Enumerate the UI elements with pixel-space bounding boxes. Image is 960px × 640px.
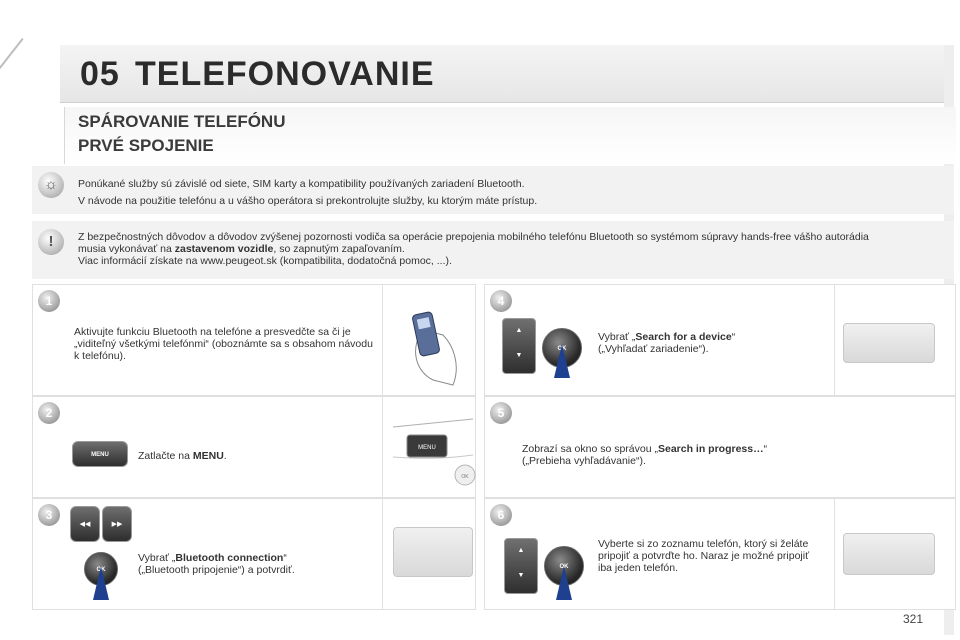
step-5-text-part: Zobrazí sa okno so správou „ bbox=[522, 443, 658, 455]
forward-button[interactable]: ▶▶ bbox=[102, 506, 132, 542]
warning-text-link-line: Viac informácií získate na www.peugeot.sk (kompatibilita, dodatočná pomoc, ...). bbox=[78, 255, 452, 267]
up-icon: ▲ bbox=[517, 547, 525, 554]
ok-knob[interactable]: OK bbox=[542, 328, 582, 368]
rewind-button[interactable]: ◀◀ bbox=[70, 506, 100, 542]
step-3-text-part: “ bbox=[283, 552, 287, 564]
section-subtitle: PRVÉ SPOJENIE bbox=[78, 136, 214, 155]
chapter-title: TELEFONOVANIE bbox=[135, 55, 435, 93]
warning-text bbox=[78, 231, 878, 267]
radio-panel-icon bbox=[843, 533, 935, 575]
step-5-text bbox=[522, 443, 832, 467]
down-icon: ▼ bbox=[517, 572, 525, 579]
step-5-text-bold: Search in progress… bbox=[657, 443, 764, 455]
menu-button[interactable]: MENU bbox=[72, 441, 128, 467]
info-line-1: Ponúkané služby sú závislé od siete, SIM karty a kompatibility používaných zariadení Bluetooth. bbox=[78, 178, 525, 190]
step-2-text-part: Zatlačte na bbox=[138, 450, 193, 462]
step-5-number: 5 bbox=[490, 402, 512, 424]
step-4-text-bold: Search for a device bbox=[635, 331, 732, 343]
step-4-text bbox=[598, 331, 818, 355]
warning-text-part: , so zapnutým zapaľovaním. bbox=[273, 243, 405, 255]
step-3-text-part: Vybrať „ bbox=[138, 552, 176, 564]
step-5-text-part: “ bbox=[763, 443, 768, 455]
info-line-2: V návode na použitie telefónu a u vášho operátora si prekontrolujte služby, ku ktorým máte prístup. bbox=[78, 195, 538, 207]
step-3-illustration bbox=[382, 499, 475, 609]
step-4-illustration bbox=[834, 285, 944, 395]
chapter-number: 05 bbox=[80, 55, 120, 93]
step-1-illustration bbox=[382, 285, 475, 395]
step-3-number: 3 bbox=[38, 504, 60, 526]
step-2-number: 2 bbox=[38, 402, 60, 424]
step-5-text-line2: („Prebieha vyhľadávanie“). bbox=[522, 455, 646, 467]
page-number: 321 bbox=[903, 612, 924, 626]
step-4-text-part: “ bbox=[731, 331, 736, 343]
step-3-text-line2: („Bluetooth pripojenie“) a potvrdiť. bbox=[138, 564, 295, 576]
header-decoration bbox=[0, 38, 24, 110]
ok-knob[interactable]: OK bbox=[84, 552, 118, 586]
up-down-button[interactable] bbox=[502, 318, 536, 374]
arrow-up-icon bbox=[93, 566, 109, 600]
step-4-text-line2: („Vyhľadať zariadenie“). bbox=[598, 343, 709, 355]
step-2-illustration bbox=[382, 397, 475, 497]
header-divider bbox=[60, 102, 950, 103]
step-4-text-part: Vybrať „ bbox=[598, 331, 636, 343]
up-down-button[interactable] bbox=[504, 538, 538, 594]
step-1-text: Aktivujte funkciu Bluetooth na telefóne a presvedčte sa či je „viditeľný všetkými telefónmi“ (oboznámte sa s obsahom návodu k telefónu). bbox=[74, 326, 373, 362]
arrow-up-icon bbox=[556, 566, 572, 600]
ok-knob[interactable]: OK bbox=[544, 546, 584, 586]
step-6-text: Vyberte si zo zoznamu telefón, ktorý si želáte pripojiť a potvrďte ho. Naraz je možné pripojiť iba jeden telefón. bbox=[598, 538, 810, 574]
section-title: SPÁROVANIE TELEFÓNU bbox=[78, 112, 286, 131]
exclamation-icon: ! bbox=[38, 229, 64, 255]
warning-text-part: Z bezpečnostných dôvodov a dôvodov zvýšenej pozornosti vodiča sa operácie prepojenia mobilného telefónu Bluetooth so systémom súpravy hands-free vášho autorádia musia vykonávať na bbox=[78, 231, 869, 255]
up-icon: ▲ bbox=[515, 327, 523, 334]
step-4-number: 4 bbox=[490, 290, 512, 312]
step-2-text-bold: MENU bbox=[192, 450, 224, 462]
step-3-text-bold: Bluetooth connection bbox=[175, 552, 284, 564]
radio-ok-label: OK bbox=[461, 474, 469, 480]
phone-in-hand-icon bbox=[383, 285, 476, 395]
radio-menu-button-icon bbox=[383, 397, 476, 497]
step-2-text-part: . bbox=[223, 450, 227, 462]
radio-panel-icon bbox=[393, 527, 473, 577]
sun-bulb-icon: ☼ bbox=[38, 172, 64, 198]
warning-text-bold: zastavenom vozidle bbox=[174, 243, 274, 255]
step-6-illustration bbox=[834, 499, 944, 609]
step-1-number: 1 bbox=[38, 290, 60, 312]
step-6-number: 6 bbox=[490, 504, 512, 526]
step-2-text bbox=[138, 450, 338, 462]
down-icon: ▼ bbox=[515, 352, 523, 359]
radio-menu-label: MENU bbox=[418, 445, 436, 451]
arrow-up-icon bbox=[554, 344, 570, 378]
step-3-text bbox=[138, 552, 368, 576]
radio-panel-icon bbox=[843, 323, 935, 363]
